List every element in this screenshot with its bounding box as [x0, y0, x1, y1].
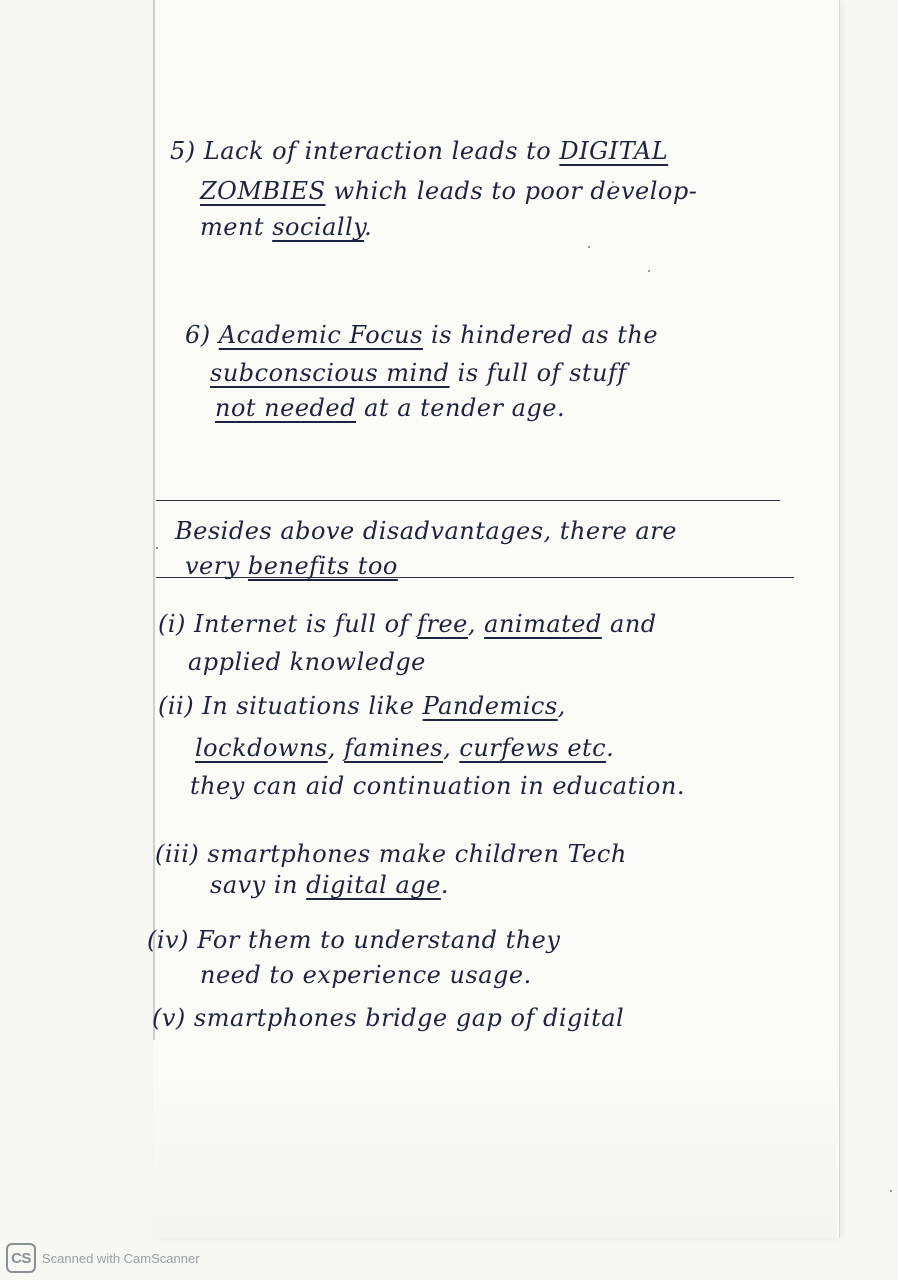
transition-line-2 — [185, 548, 398, 584]
free-term: free — [417, 610, 468, 638]
benefit-3-line-2 — [210, 867, 449, 903]
point-6-line-3 — [215, 390, 565, 426]
camscanner-text: Scanned with CamScanner — [42, 1250, 200, 1266]
curfews-term: curfews etc — [459, 734, 607, 762]
point-5-line-1 — [170, 133, 668, 169]
benefit-1-text: (i) Internet is full of — [158, 610, 418, 638]
point-5-text: ment — [200, 213, 273, 241]
benefit-2-line-3: they can aid continuation in education. — [190, 772, 685, 800]
scan-speck — [588, 246, 590, 248]
scan-speck — [156, 547, 158, 549]
pandemics-term: Pandemics — [422, 692, 558, 720]
benefit-2-text: , — [557, 692, 566, 720]
benefit-2-text: . — [606, 734, 615, 762]
camscanner-logo-icon: CS — [6, 1243, 36, 1273]
benefit-2-line-1 — [158, 688, 566, 724]
point-5-text: 5) Lack of interaction leads to — [170, 137, 560, 165]
transition-line-1: Besides above disadvantages, there are — [175, 517, 677, 545]
camscanner-watermark — [6, 1243, 200, 1273]
point-5-line-3 — [200, 209, 372, 245]
benefit-3-text: savy in — [210, 871, 307, 899]
point-5-text: . — [364, 213, 373, 241]
benefit-5-line-1: (v) smartphones bridge gap of digital — [152, 1004, 625, 1032]
lockdowns-term: lockdowns — [195, 734, 328, 762]
point-6-text: is full of stuff — [449, 359, 627, 387]
point-5-text: which leads to poor develop- — [325, 177, 698, 205]
benefit-1-text: , — [467, 610, 485, 638]
academic-focus-term: Academic Focus — [218, 321, 423, 349]
point-6-line-1 — [185, 317, 658, 353]
benefit-1-text: and — [601, 610, 657, 638]
benefit-4-line-1: (iv) For them to understand they — [147, 926, 561, 954]
subconscious-mind-term: subconscious mind — [210, 359, 450, 387]
point-6-text: is hindered as the — [422, 321, 659, 349]
benefit-4-line-2: need to experience usage. — [200, 961, 532, 989]
benefit-3-text: . — [440, 871, 449, 899]
benefit-2-line-2 — [195, 730, 614, 766]
zombies-term: ZOMBIES — [200, 177, 326, 205]
animated-term: animated — [484, 610, 602, 638]
point-6-text: 6) — [185, 321, 219, 349]
famines-term: famines — [344, 734, 444, 762]
section-divider-top — [156, 500, 780, 501]
digital-age-term: digital age — [306, 871, 441, 899]
not-needed-term: not needed — [215, 394, 356, 422]
benefit-1-line-2: applied knowledge — [188, 648, 426, 676]
benefits-term: benefits too — [247, 552, 398, 580]
benefit-2-text: , — [327, 734, 345, 762]
socially-term: socially — [272, 213, 365, 241]
scan-speck — [890, 1190, 892, 1192]
scan-speck — [648, 270, 650, 272]
point-5-line-2 — [200, 173, 697, 209]
benefit-3-line-1: (iii) smartphones make children Tech — [155, 840, 627, 868]
benefit-2-text: (ii) In situations like — [158, 692, 423, 720]
page-lower-area — [153, 1040, 837, 1238]
transition-text: very — [185, 552, 248, 580]
point-6-line-2 — [210, 355, 627, 391]
point-6-text: at a tender age. — [355, 394, 566, 422]
digital-term: DIGITAL — [559, 137, 669, 165]
benefit-1-line-1 — [158, 606, 657, 642]
benefit-2-text: , — [443, 734, 460, 762]
